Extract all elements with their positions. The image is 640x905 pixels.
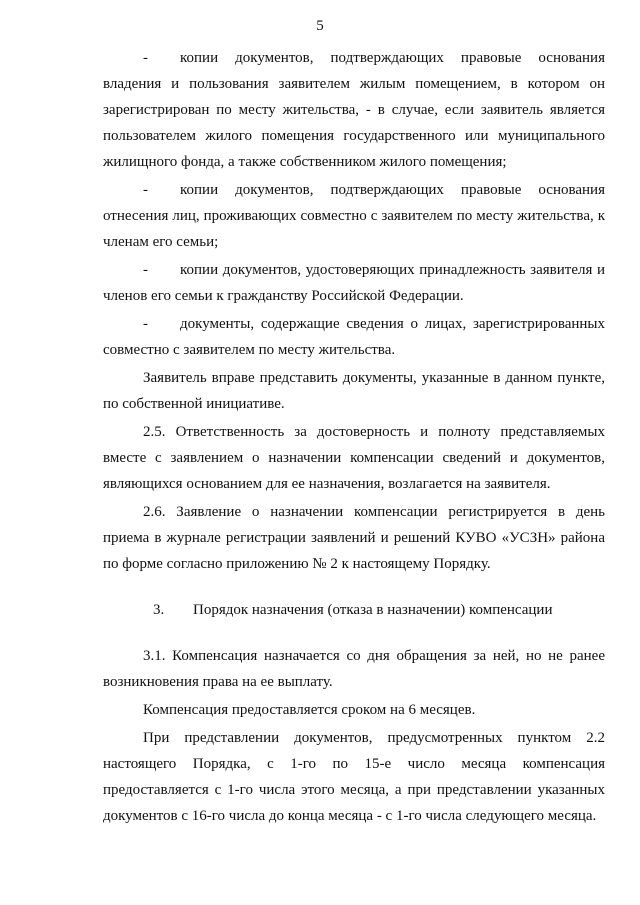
bullet-dash: - — [143, 50, 148, 66]
paragraph-2-5: 2.5. Ответственность за достоверность и полноту представляемых вместе с заявлением о назначении компенсации сведений и документов, являющихся основанием для ее назначения, возлагается на заявителя. — [103, 424, 605, 492]
bullet-item-citizenship-docs — [103, 257, 605, 309]
section-heading — [103, 597, 605, 623]
bullet-item-family-docs — [103, 177, 605, 255]
section-number: 3. — [153, 602, 165, 618]
section-title: Порядок назначения (отказа в назначении) компенсации — [193, 602, 553, 618]
bullet-text: копии документов, удостоверяющих принадлежность заявителя и членов его семьи к гражданству Российской Федерации. — [103, 262, 605, 304]
bullet-dash: - — [143, 316, 148, 332]
bullet-dash: - — [143, 182, 148, 198]
bullet-text: документы, содержащие сведения о лицах, зарегистрированных совместно с заявителем по месту жительства. — [103, 316, 605, 358]
bullet-item-registered-persons-docs — [103, 311, 605, 363]
bullet-text: копии документов, подтверждающих правовые основания владения и пользования заявителем жилым помещением, в котором он зарегистрирован по месту жительства, - в случае, если заявитель является пользователем жилого помещения государственного или муниципального жилищного фонда, а также собственником жилого помещения; — [103, 50, 605, 170]
page-number: 5 — [316, 18, 324, 34]
paragraph-2-6: 2.6. Заявление о назначении компенсации регистрируется в день приема в журнале регистрации заявлений и решений КУВО «УСЗН» района по форме согласно приложению № 2 к настоящему Порядку. — [103, 504, 605, 572]
bullet-text: копии документов, подтверждающих правовые основания отнесения лиц, проживающих совместно с заявителем по месту жительства, к членам его семьи; — [103, 182, 605, 250]
paragraph-3-1: 3.1. Компенсация назначается со дня обращения за ней, но не ранее возникновения права на ее выплату. — [103, 648, 605, 690]
paragraph-start-date-rule: При представлении документов, предусмотренных пунктом 2.2 настоящего Порядка, с 1-го по 15-е число месяца компенсация предоставляется с 1-го числа этого месяца, а при представлении указанных документов с 16-го числа до конца месяца - с 1-го числа следующего месяца. — [103, 730, 605, 824]
bullet-dash: - — [143, 262, 148, 278]
paragraph-period: Компенсация предоставляется сроком на 6 месяцев. — [143, 702, 476, 718]
paragraph-own-initiative: Заявитель вправе представить документы, указанные в данном пункте, по собственной инициативе. — [103, 370, 605, 412]
bullet-item-ownership-docs — [103, 45, 605, 175]
document-body — [103, 45, 605, 831]
